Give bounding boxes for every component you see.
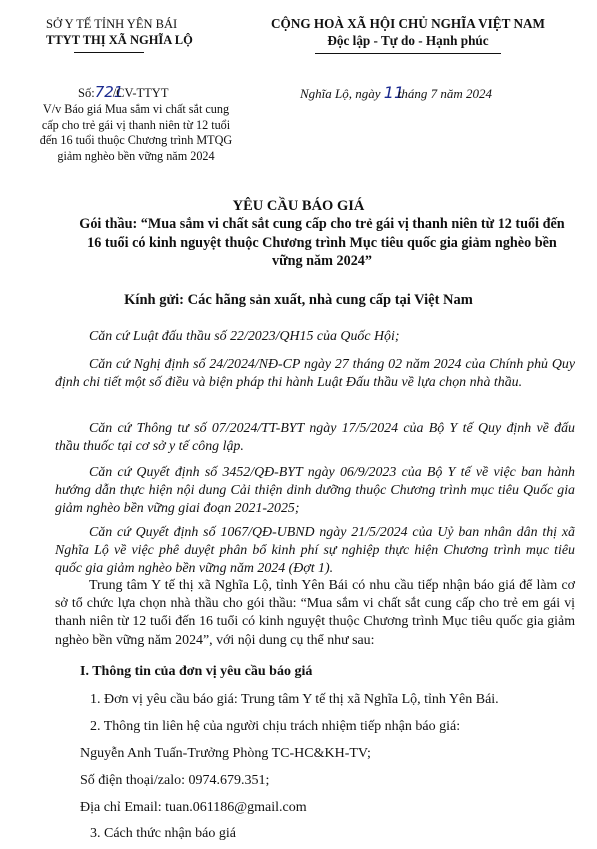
org-parent: SỞ Y TẾ TỈNH YÊN BÁI <box>46 17 178 31</box>
issuing-organization <box>46 16 193 48</box>
handwritten-day: 11 <box>383 83 405 102</box>
motto: Độc lập - Tự do - Hạnh phúc <box>327 33 489 48</box>
legal-basis-1: Căn cứ Luật đấu thầu số 22/2023/QH15 của Quốc Hội; <box>89 329 400 344</box>
legal-basis-2: Căn cứ Nghị định số 24/2024/NĐ-CP ngày 27 tháng 02 năm 2024 của Chính phủ Quy định chi tiết một số điều và biện pháp thi hành Luật Đấu thầu về lựa chọn nhà thầu. <box>55 357 575 391</box>
contact-phone: Số điện thoại/zalo: 0974.679.351; <box>80 773 270 788</box>
info-item-1: 1. Đơn vị yêu cầu báo giá: Trung tâm Y tế thị xã Nghĩa Lộ, tỉnh Yên Bái. <box>90 692 499 707</box>
org-name: TTYT THỊ XÃ NGHĨA LỘ <box>46 33 193 47</box>
nation-name: CỘNG HOÀ XÃ HỘI CHỦ NGHĨA VIỆT NAM <box>271 16 545 31</box>
info-item-3: 3. Cách thức nhận báo giá <box>90 826 236 841</box>
section-heading: I. Thông tin của đơn vị yêu cầu báo giá <box>80 664 313 679</box>
legal-basis-3: Căn cứ Thông tư số 07/2024/TT-BYT ngày 17/5/2024 của Bộ Y tế Quy định về đấu thầu thuốc tại cơ sở y tế công lập. <box>55 421 575 455</box>
document-subject: V/v Báo giá Mua sắm vi chất sắt cung cấp cho trẻ gái vị thanh niên từ 12 tuổi đến 16 tuổi thuộc Chương trình MTQG giảm nghèo bền vững năm 2024 <box>39 102 233 163</box>
bid-package: Gói thầu: “Mua sắm vi chất sắt cung cấp cho trẻ gái vị thanh niên từ 12 tuổi đến 16 tuổi có kinh nguyệt thuộc Chương trình Mục tiêu quốc gia giảm nghèo bền vững năm 2024” <box>79 216 565 269</box>
place-date: Nghĩa Lộ, ngày 11tháng 7 năm 2024 <box>300 83 493 102</box>
motto-underline <box>315 53 501 54</box>
legal-basis-4: Căn cứ Quyết định số 3452/QĐ-BYT ngày 06/9/2023 của Bộ Y tế về việc ban hành hướng dẫn thực hiện nội dung Cải thiện dinh dưỡng thuộc Chương trình mục tiêu Quốc gia giảm nghèo bền vững giai đoạn 2021-2025; <box>55 465 575 517</box>
contact-person: Nguyễn Anh Tuấn-Trưởng Phòng TC-HC&KH-TV; <box>80 746 371 761</box>
legal-basis-5: Căn cứ Quyết định số 1067/QĐ-UBND ngày 21/5/2024 của Uỷ ban nhân dân thị xã Nghĩa Lộ về việc phê duyệt phân bổ kinh phí sự nghiệp thực hiện Chương trình mục tiêu quốc gia giảm nghèo bền vững năm 2024 (Đợt 1). <box>55 525 575 577</box>
document-number: Số:721/CV-TTYT <box>78 83 169 101</box>
org-underline <box>74 52 144 53</box>
handwritten-number: 721 <box>94 83 124 101</box>
info-item-2: 2. Thông tin liên hệ của người chịu trách nhiệm tiếp nhận báo giá: <box>90 719 461 734</box>
document-title: YÊU CẦU BÁO GIÁ <box>232 198 365 214</box>
national-motto <box>258 15 558 49</box>
intro-paragraph: Trung tâm Y tế thị xã Nghĩa Lộ, tỉnh Yên Bái có nhu cầu tiếp nhận báo giá để làm cơ sở tổ chức lựa chọn nhà thầu cho gói thầu: “Mua sắm vi chất sắt cung cấp cho trẻ em gái vị thanh niên từ 12 tuổi đến 16 tuổi có kinh nguyệt thuộc Chương trình Mục tiêu quốc gia giảm nghèo bền vững năm 2024”, với nội dung cụ thể như sau: <box>55 578 575 648</box>
recipient: Kính gửi: Các hãng sản xuất, nhà cung cấp tại Việt Nam <box>124 292 473 308</box>
contact-email: Địa chỉ Email: tuan.061186@gmail.com <box>80 800 307 815</box>
